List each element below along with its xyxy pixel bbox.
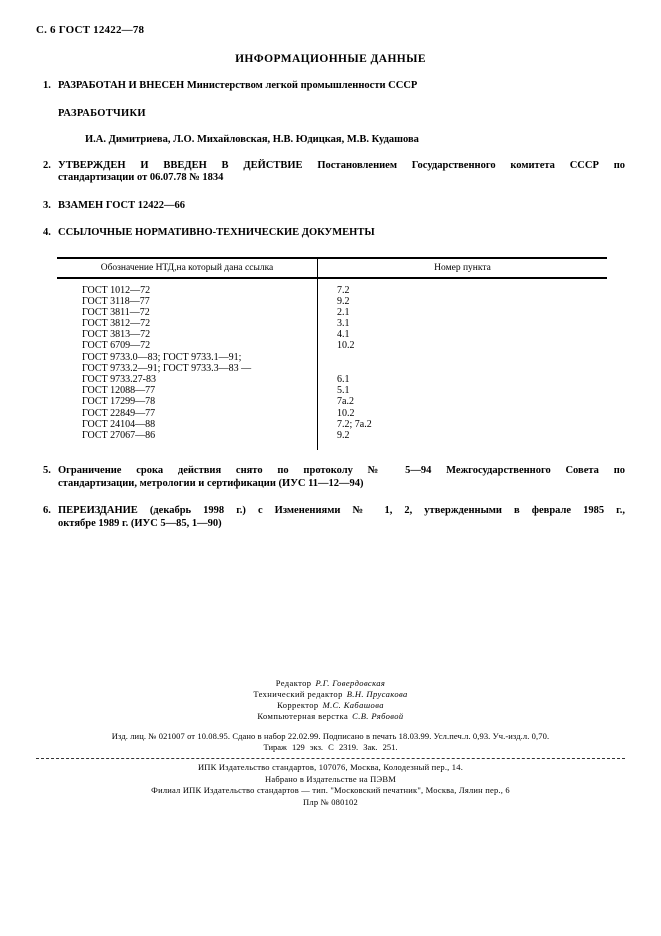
point-number-cell: 3.1 bbox=[337, 318, 350, 330]
item-text-line: ССЫЛОЧНЫЕ НОРМАТИВНО-ТЕХНИЧЕСКИЕ ДОКУМЕНТЫ bbox=[58, 227, 375, 238]
table-row bbox=[57, 419, 607, 430]
item-text bbox=[58, 200, 625, 213]
table-row bbox=[57, 329, 607, 340]
typeset-line: Набрано в Издательстве на ПЭВМ bbox=[265, 773, 396, 784]
imprint-line-1: Изд. лиц. № 021007 от 10.08.95. Сдано в набор 22.02.99. Подписано в печать 18.03.99. Усл.печ.л. 0,93. Уч.-изд.л. 0,70. bbox=[111, 731, 550, 741]
item-number: 2. bbox=[43, 159, 51, 171]
credit-role: Технический редактор bbox=[253, 689, 343, 699]
credit-line-technical-editor bbox=[36, 689, 625, 700]
item-number: 1. bbox=[43, 80, 51, 91]
point-number-cell: 9.2 bbox=[337, 429, 350, 441]
item-text-line: РАЗРАБОТАН И ВНЕСЕН Министерством легкой промышленности СССР bbox=[58, 80, 418, 91]
credit-name: С.В. Рябовой bbox=[352, 711, 404, 721]
item-text bbox=[58, 465, 625, 490]
item-number: 5. bbox=[43, 465, 51, 477]
credit-name: В.Н. Прусакова bbox=[346, 689, 408, 699]
page-header: С. 6 ГОСТ 12422—78 bbox=[36, 24, 145, 36]
point-number-cell: 6.1 bbox=[337, 374, 350, 385]
table-body bbox=[57, 279, 607, 451]
ntd-reference-cell: ГОСТ 17299—78 bbox=[57, 396, 318, 407]
ntd-reference-cell: ГОСТ 9733.2—91; ГОСТ 9733.3—83 — bbox=[57, 363, 318, 374]
ntd-reference-cell: ГОСТ 12088—77 bbox=[57, 385, 318, 396]
point-number-cell: 9.2 bbox=[337, 295, 350, 307]
list-item-3 bbox=[36, 200, 625, 213]
dashed-divider bbox=[36, 758, 625, 759]
ntd-reference-cell: ГОСТ 9733.27-83 bbox=[57, 374, 318, 385]
table-spacer bbox=[57, 441, 607, 450]
item-text-line: октябре 1989 г. (ИУС 5—85, 1—90) bbox=[58, 517, 222, 529]
list-item-4 bbox=[36, 227, 625, 240]
point-number-cell: 2.1 bbox=[337, 306, 350, 318]
point-number-cell: 5.1 bbox=[337, 385, 350, 397]
item-text-line: стандартизации, метрологии и сертификации (ИУС 11—12—94) bbox=[58, 477, 364, 489]
item-text bbox=[58, 160, 625, 185]
col-header-point: Номер пункта bbox=[434, 262, 491, 273]
credit-role: Компьютерная верстка bbox=[257, 711, 349, 721]
point-number-cell: 7а.2 bbox=[337, 396, 354, 408]
reference-table bbox=[57, 257, 607, 451]
credit-name: М.С. Кабашова bbox=[322, 700, 384, 710]
item-text-line: УТВЕРЖДЕН И ВВЕДЕН В ДЕЙСТВИЕ Постановлением Государственного комитета СССР по bbox=[58, 159, 625, 171]
credit-line-corrector bbox=[36, 700, 625, 711]
item-text-line: Ограничение срока действия снято по протоколу № 5—94 Межгосударственного Совета по bbox=[58, 465, 625, 477]
table-row bbox=[57, 408, 607, 419]
branch-printer-line: Филиал ИПК Издательство стандартов — тип. "Московский печатник", Москва, Лялин пер., 6 bbox=[151, 785, 510, 795]
table-row bbox=[57, 340, 607, 351]
item-text-line: ПЕРЕИЗДАНИЕ (декабрь 1998 г.) с Изменениями № 1, 2, утвержденными в феврале 1985 г., bbox=[58, 505, 625, 517]
col-header-ntd: Обозначение НТД,на который дана ссылка bbox=[57, 259, 318, 277]
credit-role: Корректор bbox=[277, 700, 319, 710]
table-row bbox=[57, 385, 607, 396]
table-row bbox=[57, 296, 607, 307]
table-row bbox=[57, 363, 607, 374]
list-item-2 bbox=[36, 160, 625, 185]
developers-names: И.А. Димитриева, Л.О. Михайловская, Н.В. Юдицкая, М.В. Кудашова bbox=[85, 133, 419, 145]
item-number: 6. bbox=[43, 505, 51, 517]
imprint-footer bbox=[36, 678, 625, 808]
point-number-cell bbox=[318, 352, 607, 363]
table-row bbox=[57, 307, 607, 318]
table-row bbox=[57, 396, 607, 407]
publisher-address-line: ИПК Издательство стандартов, 107076, Москва, Колодезный пер., 14. bbox=[197, 762, 464, 772]
imprint-line-2: Тираж 129 экз. С 2319. Зак. 251. bbox=[263, 742, 398, 752]
table-header-row bbox=[57, 257, 607, 279]
point-number-cell: 4.1 bbox=[337, 329, 350, 341]
table-row bbox=[57, 430, 607, 441]
ntd-reference-cell: ГОСТ 24104—88 bbox=[57, 419, 318, 430]
developers-heading: РАЗРАБОТЧИКИ bbox=[58, 107, 146, 119]
point-number-cell bbox=[318, 363, 607, 374]
table-row bbox=[57, 352, 607, 363]
table-row bbox=[57, 318, 607, 329]
item-number: 4. bbox=[43, 227, 51, 238]
ntd-reference-cell: ГОСТ 27067—86 bbox=[57, 430, 318, 441]
document-title: ИНФОРМАЦИОННЫЕ ДАННЫЕ bbox=[235, 53, 426, 65]
ntd-reference-cell: ГОСТ 3811—72 bbox=[57, 307, 318, 318]
ntd-reference-cell: ГОСТ 22849—77 bbox=[57, 408, 318, 419]
ntd-reference-cell: ГОСТ 1012—72 bbox=[57, 285, 318, 296]
ntd-reference-cell: ГОСТ 3812—72 bbox=[57, 318, 318, 329]
point-number-cell: 7.2 bbox=[337, 284, 350, 296]
list-item-1 bbox=[36, 80, 625, 93]
item-text bbox=[58, 227, 625, 240]
credit-line-editor bbox=[36, 678, 625, 689]
table-row bbox=[57, 374, 607, 385]
ntd-reference-cell: ГОСТ 3118—77 bbox=[57, 296, 318, 307]
item-text bbox=[58, 505, 625, 530]
item-text-line: стандартизации от 06.07.78 № 1834 bbox=[58, 172, 224, 183]
list-item-6 bbox=[36, 505, 625, 530]
table-row bbox=[57, 285, 607, 296]
point-number-cell: 7.2; 7а.2 bbox=[337, 418, 372, 430]
credit-name: Р.Г. Говердовская bbox=[315, 678, 386, 688]
credit-line-layout bbox=[36, 711, 625, 722]
point-number-cell: 10.2 bbox=[337, 407, 355, 419]
point-number-cell: 10.2 bbox=[337, 340, 355, 352]
license-number-line: Плр № 080102 bbox=[303, 796, 358, 807]
item-text bbox=[58, 80, 625, 93]
credit-role: Редактор bbox=[275, 678, 312, 688]
ntd-reference-cell: ГОСТ 9733.0—83; ГОСТ 9733.1—91; bbox=[57, 352, 318, 363]
ntd-reference-cell: ГОСТ 3813—72 bbox=[57, 329, 318, 340]
item-text-line: ВЗАМЕН ГОСТ 12422—66 bbox=[58, 199, 186, 211]
list-item-5 bbox=[36, 465, 625, 490]
item-number: 3. bbox=[43, 199, 51, 211]
ntd-reference-cell: ГОСТ 6709—72 bbox=[57, 340, 318, 351]
